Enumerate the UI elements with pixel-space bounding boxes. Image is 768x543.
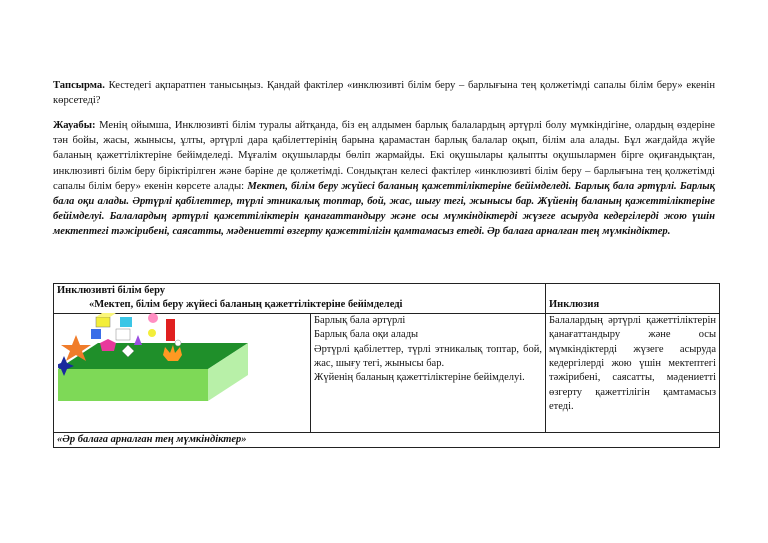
shapes-box-illustration [58, 305, 258, 409]
yellow-ball [148, 329, 156, 337]
answer-text: Менің ойымша, Инклюзивті білім туралы айтқанда, біз ең алдымен барлық балалардың әртүрлі болу мүмкіндігіне, олардың өздеріне тән бойы, жасы, жынысы, ұлты, әртүрлі дара қабілеттерінің барына қарамастан барлық балалар оқып, білім ала алады. Бұл жағдайда жүйе баланың қажеттіліктеріне бейімделеді. Мұғалім оқушыларды бөліп жармайды. Екі оқушылары қалыпты оқушылармен бірге оқиғандықтан, инклюзивті білім беру біріктірілген және бәріне де қолжетімді. Сондықтан келесі фактілер «инклюзивті білім беру – барлығына тең қолжетімді сапалы білім беру» екенін көрсете алады: [53, 120, 715, 192]
task-text: Кестедегі ақпаратпен танысыңыз. Қандай фактілер «инклюзивті білім беру – барлығына тең қолжетімді сапалы білім беру» екенін көрсетеді? [53, 80, 715, 107]
right-cell [546, 313, 720, 432]
inclusion-header-cell [546, 284, 720, 314]
answer-label: Жауабы: [53, 120, 96, 131]
right-text: Балалардың әртүрлі қажеттіліктерін қанағаттандыру және осы мүмкіндіктерді жүзеге асыруда кедергілерді жою үшін мектептегі тәжірибені, саясатты, мәдениетті өзгерту қажеттілігін қамтамасыз етеді. [549, 314, 717, 413]
table-footer-row [54, 432, 720, 447]
yellow-cube [96, 317, 110, 327]
table-header-subtitle: «Мектеп, білім беру жүйесі баланың қажеттіліктеріне бейімделеді [89, 299, 403, 311]
cyan-cube [120, 317, 132, 327]
answer-paragraph [53, 118, 715, 240]
footer-cell [54, 432, 720, 447]
table-footer: «Әр балаға арналған тең мүмкіндіктер» [57, 433, 247, 445]
middle-line: Жүйенің баланың қажеттіліктеріне бейімделуі. [314, 372, 525, 384]
yellow-cube-top [96, 313, 116, 317]
middle-line: Әртүрлі қабілеттер, түрлі этникалық топтар, бой, жас, шығу тегі, жынысы бар. [314, 343, 543, 370]
answer-emphasis: Мектеп, білім беру жүйесі баланың қажеттіліктеріне бейімделеді. Барлық бала әртүрлі. Барлық бала оқи алады. Әртүрлі қабілеттер, түрлі этникалық топтар, бой, жас, шығу тегі, жынысы бар. Жүйенің баланың қажеттіліктеріне бейімделуі. Балалардың әртүрлі қажеттіліктерін қанағаттандыру және осы мүмкіндіктерді жүзеге асыруда кедергілерді жою үшін мектептегі тәжірибені, саясатты, мәдениетті өзгерту қажеттілігін қамтамасыз етеді. Әр балаға арналған тең мүмкіндіктер. [53, 180, 716, 238]
purple-cone [134, 335, 142, 345]
middle-line: Барлық бала әртүрлі [314, 314, 406, 326]
pink-ball [148, 313, 158, 323]
box-front [58, 369, 208, 401]
middle-line: Барлық бала оқи алады [314, 329, 419, 341]
middle-cell [311, 313, 546, 432]
white-cube [116, 329, 130, 340]
blue-square [91, 329, 101, 339]
task-paragraph [53, 78, 715, 108]
table-header-title: Инклюзивті білім беру [57, 285, 166, 296]
task-label: Тапсырма. [53, 80, 105, 91]
red-block [166, 319, 175, 341]
pentagon-shape [100, 339, 116, 351]
white-ball [175, 340, 181, 346]
inclusion-header: Инклюзия [549, 299, 600, 311]
